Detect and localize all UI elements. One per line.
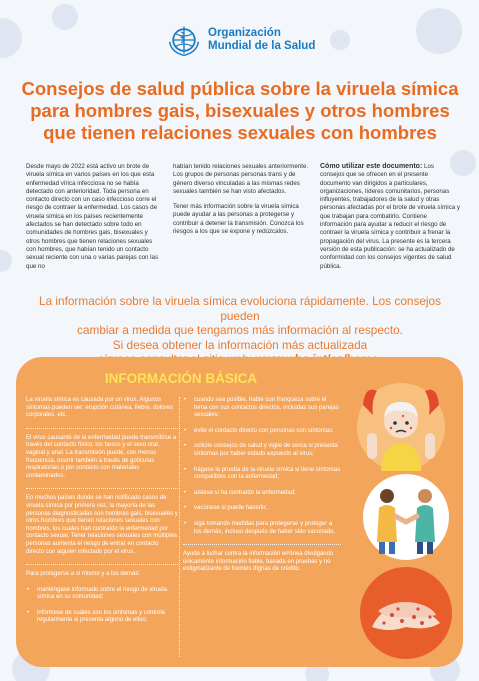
page-title: Consejos de salud pública sobre la viruela símica para hombres gais, bisexuales y otros hombres que tienen relaciones sexuales con hombres [21,78,459,143]
org-name-line1: Organización [208,27,281,39]
divider [183,544,341,545]
list-item: • solicite consejos de salud y vigile de cerca si presenta síntomas por haber estado expuesto al virus; [183,443,341,458]
background-dot [330,30,350,50]
list-item: • vacúnese si puede hacerlo; [183,505,341,513]
list-item: • infórmese de cuáles son los síntomas y controle regularmente si presenta alguno de ellos; [26,610,178,625]
panel-column-2 [183,397,341,582]
list-item: • hágase la prueba de la viruela símica si tiene síntomas compatibles con la enfermedad; [183,467,341,482]
intro-column-3 [320,163,460,278]
who-logo [166,22,315,58]
notice-line: cambiar a medida que tengamos más información al respecto. [77,323,403,337]
protection-list [183,397,341,536]
who-emblem-icon [166,22,202,58]
contact-illustration [361,472,451,562]
symptoms-illustration [351,375,451,475]
info-paragraph: Para protegerse a sí mismo y a los demás: [26,571,141,578]
panel-column-1 [26,397,178,633]
list-item: • aíslese si ha contraído la enfermedad; [183,490,341,498]
intro-section [26,163,460,278]
list-item: • cuando sea posible, hable con franqueza sobre el tema con sus contactos directos, incluidas sus parejas sexuales; [183,397,341,420]
howto-label: Cómo utilizar este documento: [320,163,423,170]
basic-info-panel [16,357,463,667]
intro-paragraph: Tener más información sobre la viruela símica puede ayudar a las personas a protegerse y contribuir a detener la transmisión. Conozca los riesgos a los que se expone y redúzcalos. [173,203,304,236]
intro-column-1 [26,163,163,278]
howto-paragraph [320,163,460,271]
intro-paragraph: Desde mayo de 2022 está activo un brote de viruela símica en varios países en los que esta enfermedad vírica infecciosa no se había detectado con anterioridad. Toda persona en contacto directo con un caso infeccioso corre el riesgo de contraer la enfermedad. Los casos de viruela símica en los países recientemente afectados se han detectado sobre todo en comunidades de hombres gais, bisexuales y otros hombres que tienen relaciones sexuales con hombres, que habían tenido un contacto sexual reciente con una o varias parejas con las que no [26,163,159,270]
divider [26,564,178,565]
notice-line: Si desea obtener la información más actualizada [112,337,368,352]
background-dot [0,18,22,58]
org-name-line2: Mundial de la Salud [208,40,316,52]
intro-column-2 [173,163,310,278]
howto-text: Los consejos que se ofrecen en el presente documento van dirigidos a particulares, organizaciones, líderes comunitarios, personas influyentes, trabajadores de la salud y otras personas afectadas por el brote de viruela símica y que trabajan para combatirlo. Contiene información para ayudar a reducir el riesgo de contraer la viruela símica y contribuir a frenar la propagación del virus. La presente es la tercera versión de esta publicación: se ha actualizado de conformidad con los consejos vigentes de salud pública. [320,163,460,270]
background-dot [52,4,78,30]
list-item: • siga tomando medidas para protegerse y proteger a los demás, incluso después de haber sido vacunado. [183,521,341,536]
update-notice [24,294,456,367]
notice-line: La información sobre la viruela símica evoluciona rápidamente. Los consejos pueden [39,294,441,323]
list-item: • manténgase informado sobre el riesgo de viruela símica en su comunidad; [26,587,178,602]
column-divider [179,397,180,657]
divider [26,428,178,429]
protection-list [26,587,178,625]
rash-hands-illustration [358,565,454,661]
info-paragraph: El virus causante de la enfermedad puede transmitirse a través del contacto físico, los besos y el sexo oral, vaginal y anal. La transmisión puede, con menos frecuencia, ocurrir también a través de gotículas respiratorias o por contacto con materiales contaminados. [26,434,177,479]
divider [26,488,178,489]
panel-title: INFORMACIÓN BÁSICA [104,371,258,386]
info-paragraph: Ayude a luchar contra la información errónea divulgando únicamente información fiable, basada en pruebas y no estigmatizante de fuentes dignas de crédito. [183,551,334,573]
list-item: • evite el contacto directo con personas con síntomas; [183,428,341,436]
info-paragraph: En muchos países donde se han notificado casos de viruela símica por primera vez, la mayoría de las personas diagnosticadas son hombres gais, bisexuales y otros hombres que tienen relaciones sexuales con hombres, los cuales han contraído la enfermedad por contacto sexual. Tener relaciones sexuales con múltiples personas aumenta el riesgo de entrar en contacto directo con alguien infectado por el virus. [26,495,178,555]
info-paragraph: La viruela símica es causada por un virus. Algunos síntomas pueden ser: erupción cutánea, fiebre, dolores corporales, etc. [26,397,173,419]
intro-paragraph: habían tenido relaciones sexuales anteriormente. Los grupos de personas personas trans y de género diverso vinculadas a las mismas redes sexuales también se han visto afectados. [173,163,309,195]
background-dot [0,250,12,272]
background-dot [416,8,462,54]
